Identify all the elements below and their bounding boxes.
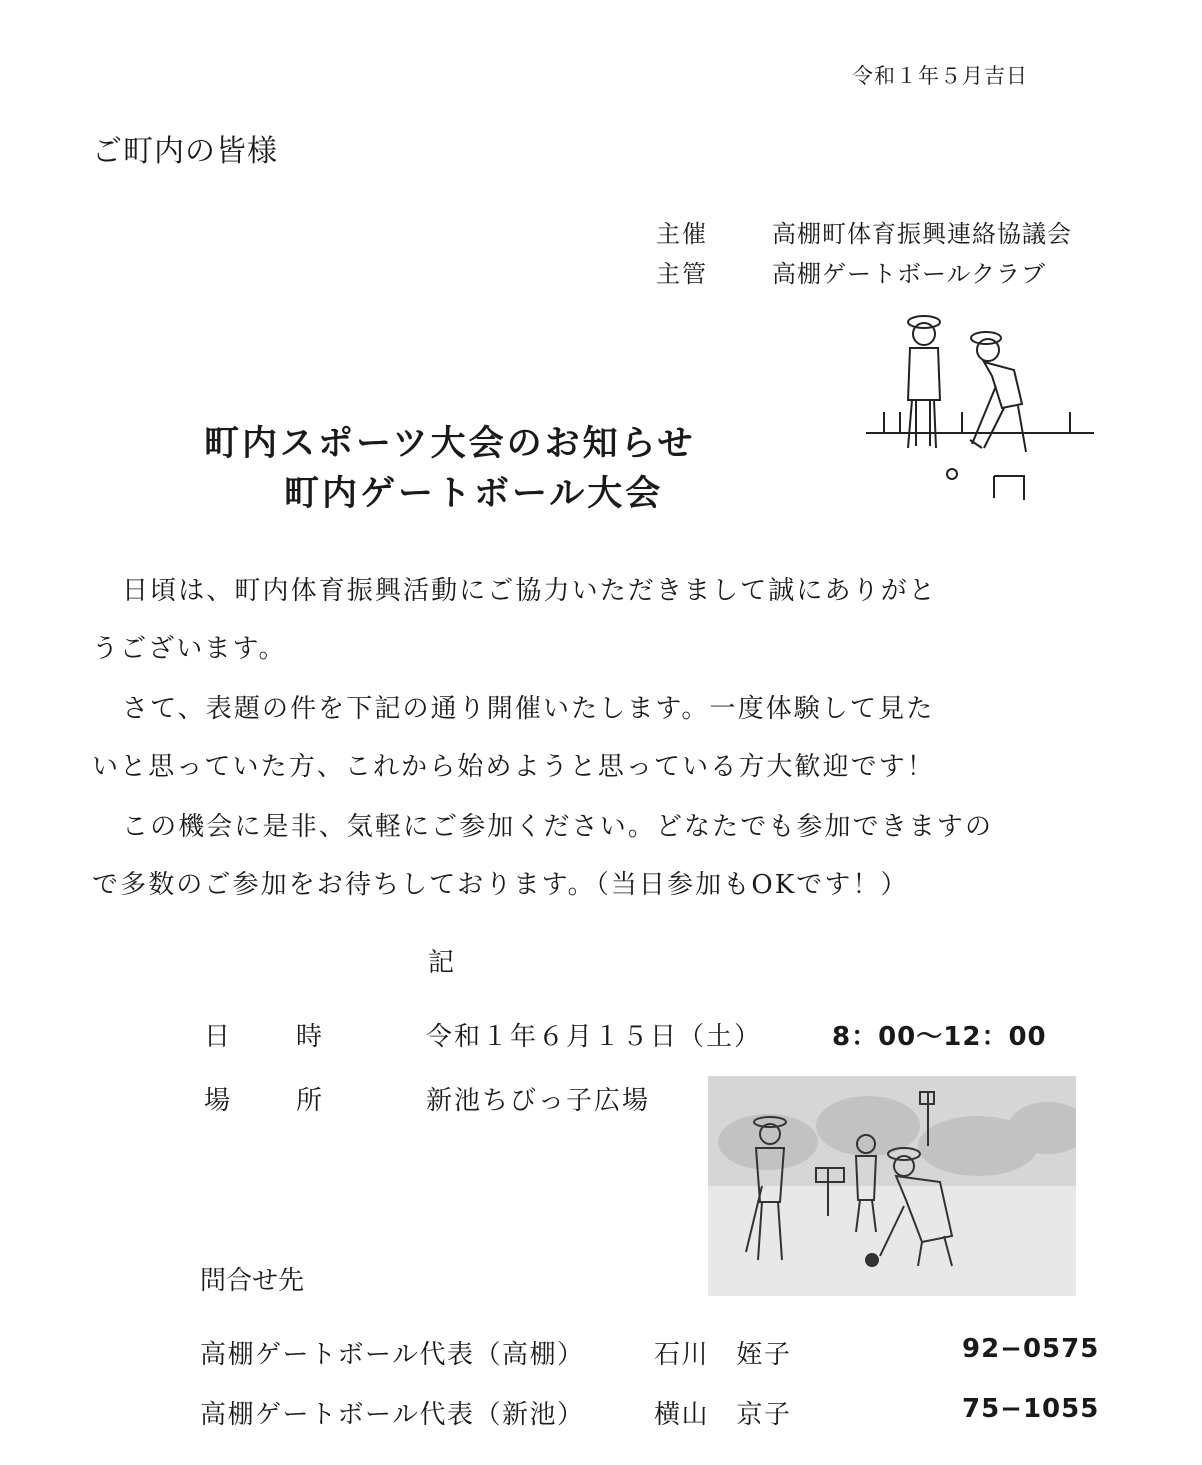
organizer-label: 主催 [656,220,708,248]
ki-heading: 記 [428,948,455,978]
datetime-label-char-2: 時 [296,1022,323,1052]
event-place: 新池ちびっ子広場 [426,1086,651,1116]
place-label-char-1: 場 [204,1086,231,1116]
body-line-4: いと思っていた方、これから始めようと思っている方大歓迎です！ [92,752,936,782]
title-line-1: 町内スポーツ大会のお知らせ [204,424,696,464]
contact-phone-2: 75−1055 [962,1394,1100,1424]
event-time: 8：00～12：00 [832,1022,1047,1052]
body-line-2: うございます。 [92,634,287,664]
datetime-label-char-1: 日 [204,1022,231,1052]
title-line-2: 町内ゲートボール大会 [284,474,664,514]
event-date: 令和１年６月１５日（土） [426,1022,763,1052]
contact-phone-1: 92−0575 [962,1334,1100,1364]
contact-org-1: 高棚ゲートボール代表（高棚） [200,1340,585,1370]
manager-value: 高棚ゲートボールクラブ [772,260,1047,288]
gateball-players-illustration [864,308,1096,508]
salutation: ご町内の皆様 [92,134,278,169]
contact-org-2: 高棚ゲートボール代表（新池） [200,1400,585,1430]
body-line-5: この機会に是非、気軽にご参加ください。どなたでも参加できますの [122,812,994,842]
organizer-value: 高棚町体育振興連絡協議会 [772,220,1072,248]
body-line-1: 日頃は、町内体育振興活動にご協力いただきまして誠にありがと [122,576,937,606]
inquiry-label: 問合せ先 [200,1266,305,1296]
contact-person-2: 横山 京子 [654,1400,792,1430]
place-label-char-2: 所 [296,1086,323,1116]
document-date: 令和１年５月吉日 [852,64,1028,88]
body-line-3: さて、表題の件を下記の通り開催いたします。一度体験して見た [122,694,935,724]
manager-label: 主管 [656,260,708,288]
gateball-field-illustration [708,1076,1076,1296]
body-line-6: で多数のご参加をお待ちしております。（当日参加もOKです！） [92,870,909,900]
contact-person-1: 石川 姪子 [654,1340,792,1370]
